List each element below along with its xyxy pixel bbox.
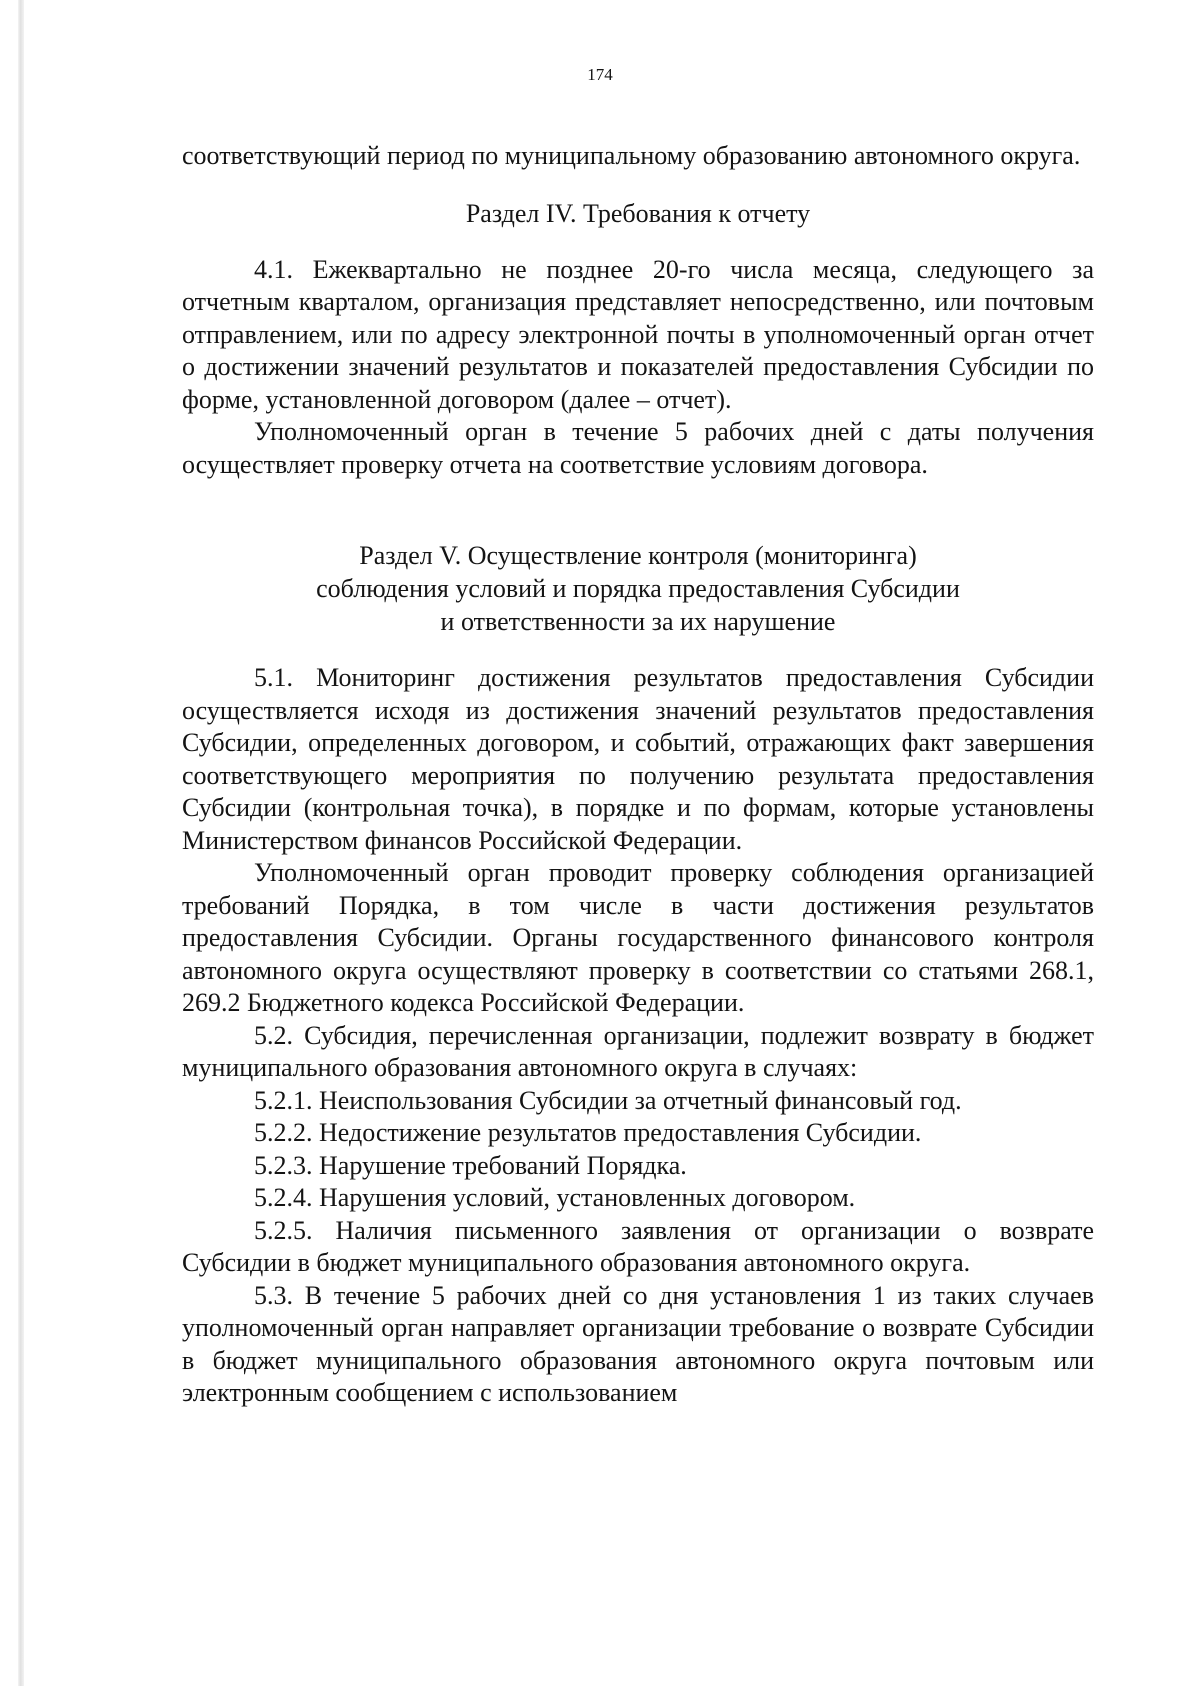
paragraph-4-1: 4.1. Ежеквартально не позднее 20-го числа месяца, следующего за отчетным кварталом, организация представляет непосредственно, или почтовым отправлением, или по адресу электронной почты в уполномоченный орган отчет о достижении значений результатов и показателей предоставления Субсидии по форме, установленной договором (далее – отчет). xyxy=(182,254,1094,414)
paragraph-4-1-check: Уполномоченный орган в течение 5 рабочих дней с даты получения осуществляет проверку отчета на соответствие условиям договора. xyxy=(182,417,1094,479)
paragraph-5-2: 5.2. Субсидия, перечисленная организации, подлежит возврату в бюджет муниципального образования автономного округа в случаях: xyxy=(182,1020,1094,1082)
paragraph-5-2-1: 5.2.1. Неиспользования Субсидии за отчетный финансовый год. xyxy=(254,1085,962,1115)
paragraph-5-3: 5.3. В течение 5 рабочих дней со дня установления 1 из таких случаев уполномоченный орган направляет организации требование о возврате Субсидии в бюджет муниципального образования автономного округа почтовым или электронным сообщением с использованием xyxy=(182,1280,1094,1407)
section-5-title-line-2: соблюдения условий и порядка предоставления Субсидии xyxy=(316,574,960,603)
section-4-title: Раздел IV. Требования к отчету xyxy=(465,198,811,228)
section-5-title-line-1: Раздел V. Осуществление контроля (мониторинга) xyxy=(359,541,917,570)
document-body xyxy=(182,140,1094,1410)
section-5-body xyxy=(182,662,1094,1410)
paragraph-5-1: 5.1. Мониторинг достижения результатов предоставления Субсидии осуществляется исходя из достижения значений результатов предоставления Субсидии, определенных договором, и событий, отражающих факт завершения соответствующего мероприятия по получению результата предоставления Субсидии (контрольная точка), в порядке и по формам, которые установлены Министерством финансов Российской Федерации. xyxy=(182,663,1094,855)
paragraph-5-2-4: 5.2.4. Нарушения условий, установленных договором. xyxy=(254,1183,856,1212)
section-4-body xyxy=(182,254,1094,482)
paragraph-5-1-control: Уполномоченный орган проводит проверку соблюдения организацией требований Порядка, в том числе в части достижения результатов предоставления Субсидии. Органы государственного финансового контроля автономного округа осуществляют проверку в соответствии со статьями 268.1, 269.2 Бюджетного кодекса Российской Федерации. xyxy=(182,858,1094,1017)
section-5-title-line-3: и ответственности за их нарушение xyxy=(440,607,836,636)
paragraph-5-2-5: 5.2.5. Наличия письменного заявления от организации о возврате Субсидии в бюджет муниципального образования автономного округа. xyxy=(182,1215,1094,1277)
paragraph-5-2-2: 5.2.2. Недостижение результатов предоставления Субсидии. xyxy=(254,1118,922,1147)
paragraph-5-2-3: 5.2.3. Нарушение требований Порядка. xyxy=(254,1150,687,1180)
scan-edge xyxy=(18,0,24,1686)
intro-paragraph: соответствующий период по муниципальному образованию автономного округа. xyxy=(182,141,1081,170)
section-5-title xyxy=(182,539,1094,638)
page-number: 174 xyxy=(587,65,613,84)
